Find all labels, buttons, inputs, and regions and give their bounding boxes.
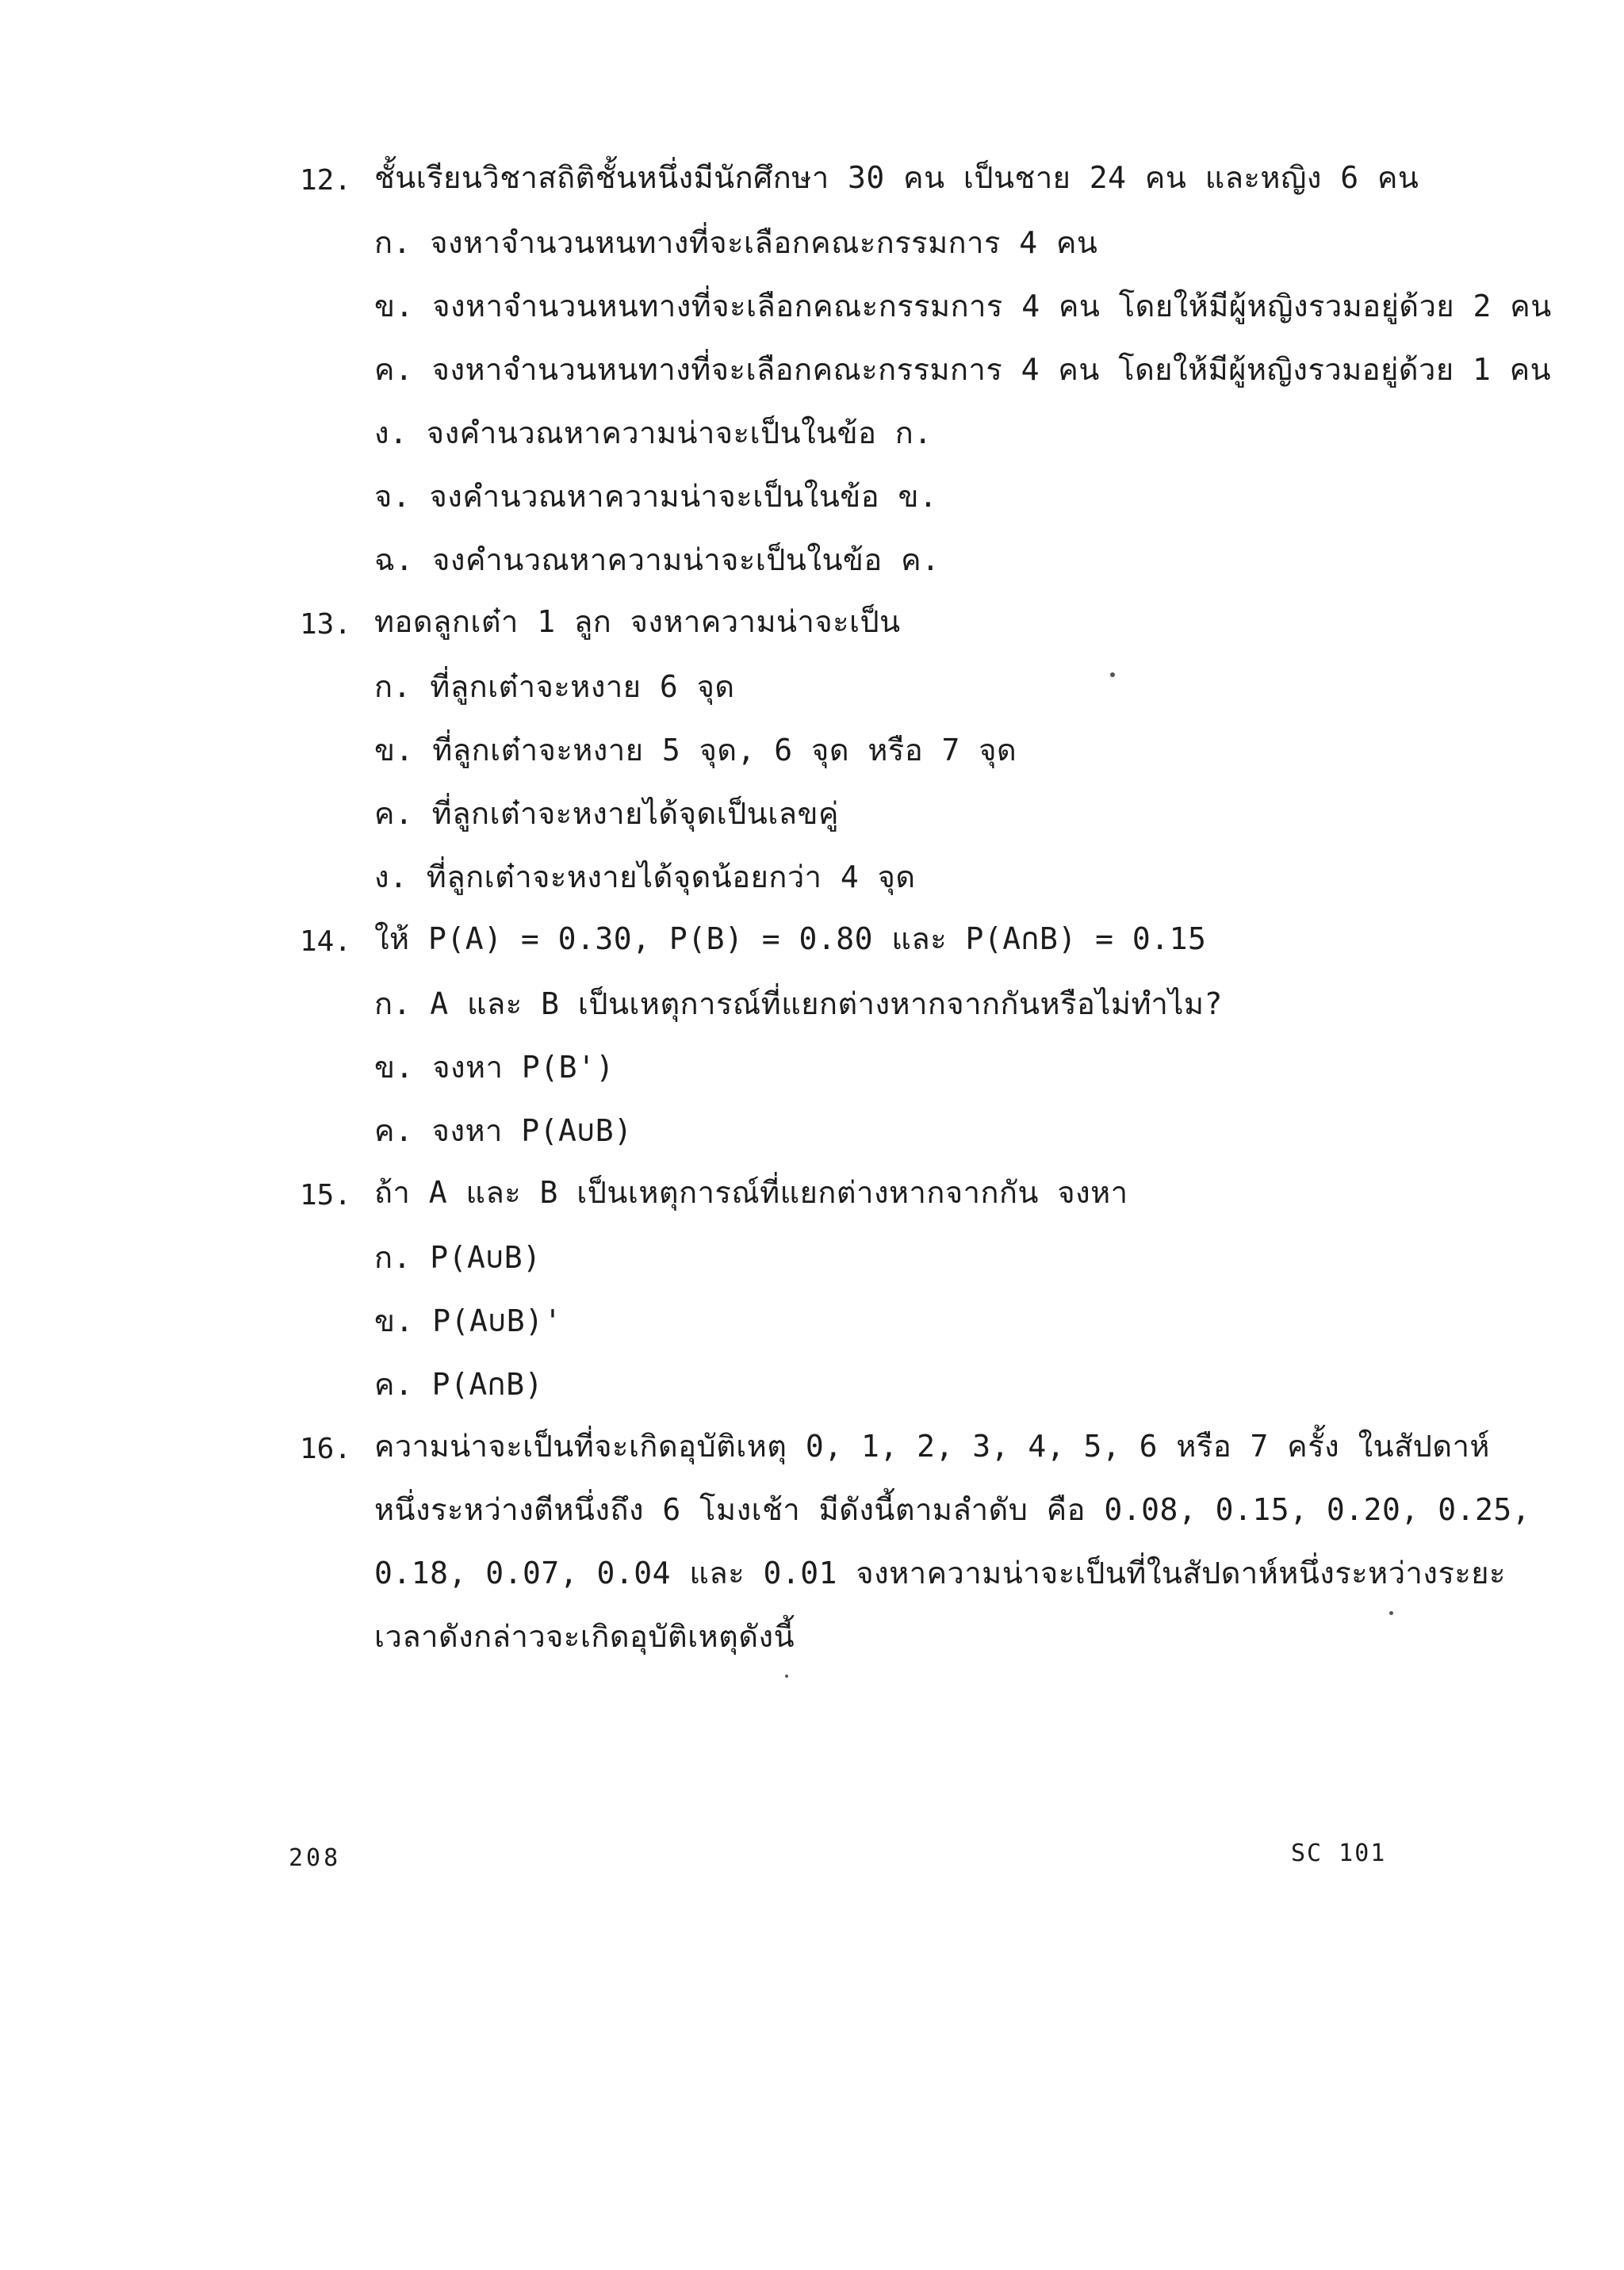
question-number-14: 14.: [300, 925, 352, 958]
question-number-16: 16.: [300, 1433, 352, 1465]
question-12-item-d: ง. จงคำนวณหาความน่าจะเป็นในข้อ ก.: [374, 415, 933, 450]
question-12-item-c: ค. จงหาจำนวนหนทางที่จะเลือกคณะกรรมการ 4 คน โดยให้มีผู้หญิงรวมอยู่ด้วย 1 คน: [374, 352, 1552, 387]
question-12-item-a: ก. จงหาจำนวนหนทางที่จะเลือกคณะกรรมการ 4 คน: [374, 225, 1098, 260]
question-15-item-c: ค. P(A∩B): [374, 1367, 543, 1402]
question-12-item-b: ข. จงหาจำนวนหนทางที่จะเลือกคณะกรรมการ 4 คน โดยให้มีผู้หญิงรวมอยู่ด้วย 2 คน: [374, 289, 1552, 323]
course-code: SC 101: [1291, 1839, 1387, 1867]
question-13-item-c: ค. ที่ลูกเต๋าจะหงายได้จุดเป็นเลขคู่: [374, 796, 839, 831]
question-14-item-a: ก. A และ B เป็นเหตุการณ์ที่แยกต่างหากจากกันหรือไม่ทำไม?: [374, 986, 1223, 1021]
question-12-item-e: จ. จงคำนวณหาความน่าจะเป็นในข้อ ข.: [374, 479, 938, 514]
question-16-continuation-2: 0.18, 0.07, 0.04 และ 0.01 จงหาความน่าจะเป็นที่ในสัปดาห์หนึ่งระหว่างระยะ: [374, 1556, 1506, 1591]
page-number: 208: [289, 1844, 342, 1872]
question-15-item-a: ก. P(A∪B): [374, 1240, 542, 1275]
question-13-item-b: ข. ที่ลูกเต๋าจะหงาย 5 จุด, 6 จุด หรือ 7 จุด: [374, 733, 1017, 768]
scan-speck: [785, 1675, 788, 1678]
question-16-continuation-1: หนึ่งระหว่างตีหนึ่งถึง 6 โมงเช้า มีดังนี้ตามลำดับ คือ 0.08, 0.15, 0.20, 0.25,: [374, 1492, 1531, 1527]
question-15-item-b: ข. P(A∪B)': [374, 1303, 562, 1338]
question-14-item-b: ข. จงหา P(B'): [374, 1050, 615, 1085]
question-stem-14: ให้ P(A) = 0.30, P(B) = 0.80 และ P(A∩B) = 0.15: [374, 921, 1207, 956]
scan-speck: [1389, 1611, 1393, 1615]
question-16-continuation-3: เวลาดังกล่าวจะเกิดอุบัติเหตุดังนี้: [374, 1619, 795, 1654]
question-13-item-d: ง. ที่ลูกเต๋าจะหงายได้จุดน้อยกว่า 4 จุด: [374, 859, 916, 894]
scan-speck: [1110, 672, 1115, 677]
question-stem-13: ทอดลูกเต๋า 1 ลูก จงหาความน่าจะเป็น: [374, 604, 901, 639]
question-stem-12: ชั้นเรียนวิชาสถิติชั้นหนึ่งมีนักศึกษา 30 คน เป็นชาย 24 คน และหญิง 6 คน: [374, 160, 1419, 195]
question-12-item-f: ฉ. จงคำนวณหาความน่าจะเป็นในข้อ ค.: [374, 542, 940, 577]
question-number-13: 13.: [300, 608, 352, 641]
question-number-15: 15.: [300, 1179, 352, 1212]
question-stem-15: ถ้า A และ B เป็นเหตุการณ์ที่แยกต่างหากจากกัน จงหา: [374, 1175, 1128, 1210]
question-13-item-a: ก. ที่ลูกเต๋าจะหงาย 6 จุด: [374, 669, 735, 704]
question-stem-16: ความน่าจะเป็นที่จะเกิดอุบัติเหตุ 0, 1, 2, 3, 4, 5, 6 หรือ 7 ครั้ง ในสัปดาห์: [374, 1429, 1490, 1464]
question-number-12: 12.: [300, 164, 352, 197]
question-14-item-c: ค. จงหา P(A∪B): [374, 1113, 633, 1148]
